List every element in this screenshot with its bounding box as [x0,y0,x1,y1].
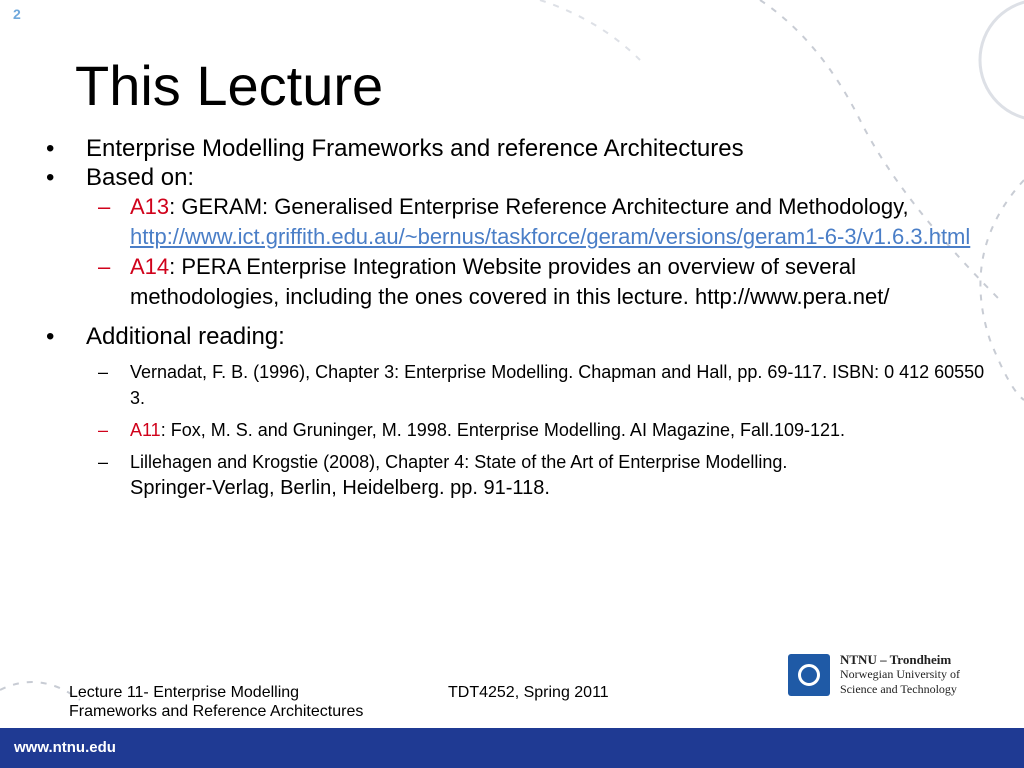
logo-line: NTNU – Trondheim [840,652,952,667]
reading-text [130,449,787,501]
footer-bar [0,728,1024,768]
reference-text [130,192,970,252]
reference-code: A14 [130,254,170,279]
footer-url[interactable]: www.ntnu.edu [14,739,116,756]
reference-item [46,192,986,252]
reference-item [46,252,986,312]
dash-icon: – [98,254,111,279]
reading-text: Vernadat, F. B. (1996), Chapter 3: Enterprise Modelling. Chapman and Hall, pp. 69-117. ISBN: 0 412 60550 3. [130,362,985,408]
reading-item [46,449,986,501]
ntnu-logo-icon [788,654,830,696]
bullet-icon: • [46,323,55,350]
dash-icon: – [98,420,109,440]
reference-code: A13 [130,194,170,219]
logo-line: Science and Technology [840,682,957,696]
reading-line: Lillehagen and Krogstie (2008), Chapter 4: State of the Art of Enterprise Modelling. [130,452,788,472]
slide-number: 2 [13,6,21,22]
reference-body: : PERA Enterprise Integration Website provides an overview of several methodologies, including the ones covered in this lecture. http://www.pera.net/ [130,254,890,309]
bullet-text: Enterprise Modelling Frameworks and reference Architectures [86,135,744,162]
dash-icon: – [98,362,109,382]
bullet-item [46,134,986,163]
bullet-text: Based on: [86,164,195,191]
dash-icon: – [98,452,109,472]
reference-body: : Fox, M. S. and Gruninger, M. 1998. Enterprise Modelling. AI Magazine, Fall.109-121. [160,420,846,440]
ntnu-logo-text [840,652,960,697]
reading-text [130,417,845,443]
bullet-item [46,163,986,192]
logo-line: Norwegian University of [840,667,960,681]
slide-content [46,134,986,501]
bullet-icon: • [46,135,55,162]
bullet-text: Additional reading: [86,323,285,350]
slide-title: This Lecture [75,54,384,117]
geram-link[interactable]: http://www.ict.griffith.edu.au/~bernus/taskforce/geram/versions/geram1-6-3/v1.6.3.html [130,224,971,249]
reference-body: : GERAM: Generalised Enterprise Reference Architecture and Methodology, [169,194,909,219]
reference-code: A11 [130,420,161,440]
footer-lecture-title: Lecture 11- Enterprise Modelling Frameworks and Reference Architectures [69,684,364,720]
reading-line: Springer-Verlag, Berlin, Heidelberg. pp. 91-118. [130,477,550,499]
reading-item [46,359,986,411]
reference-text [130,252,986,312]
bullet-item [46,322,986,351]
bullet-icon: • [46,164,55,191]
dash-icon: – [98,194,111,219]
ntnu-logo-block [788,652,1018,700]
reading-item [46,417,986,443]
footer-course: TDT4252, Spring 2011 [448,684,609,701]
